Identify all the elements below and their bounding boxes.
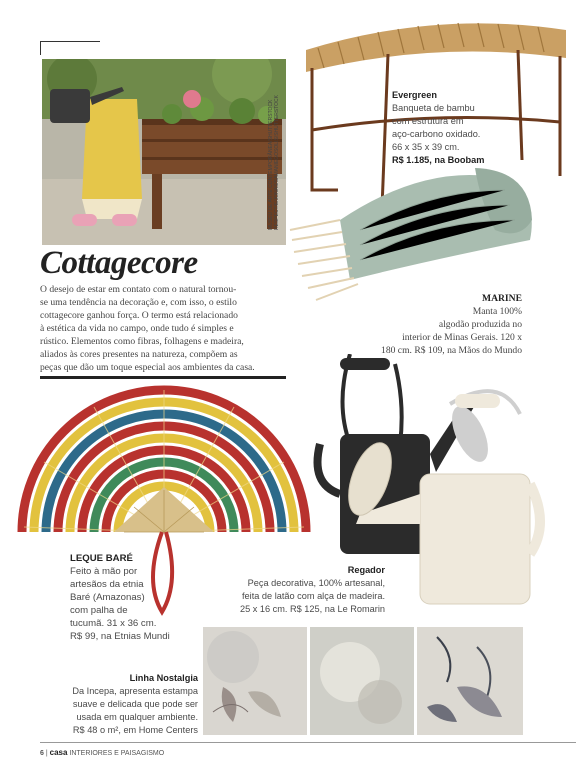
regador-line-2: feita de latão com alça de madeira.: [242, 591, 385, 601]
marine-name: MARINE: [482, 293, 522, 304]
marine-line-1: Manta 100%: [472, 306, 522, 317]
marine-line-3: interior de Minas Gerais. 120 x: [402, 332, 522, 343]
footer-separator: |: [45, 750, 50, 757]
evergreen-caption: [392, 89, 552, 167]
leque-name: LEQUE BARÉ: [70, 553, 133, 564]
bottom-rule: [40, 742, 576, 743]
garden-photo: [42, 59, 286, 245]
evergreen-line-1: Banqueta de bambu: [392, 103, 475, 113]
intro-line-4: à estética da vida no campo, onde tudo é simples e: [40, 323, 234, 334]
nostalgia-caption: [40, 672, 198, 737]
tiles-image: [203, 627, 523, 735]
leque-line-6: R$ 99, na Etnias Mundi: [70, 631, 170, 642]
regador-line-1: Peça decorativa, 100% artesanal,: [247, 578, 385, 588]
intro-line-2: se uma tendência na decoração e, com isso, o estilo: [40, 297, 237, 308]
nostalgia-line-4: R$ 48 o m², em Home Centers: [72, 725, 198, 735]
leque-line-2: artesãos da etnia: [70, 579, 144, 590]
evergreen-line-3: aço-carbono oxidado.: [392, 129, 481, 139]
evergreen-name: Evergreen: [392, 90, 437, 100]
evergreen-line-2: com estrutura em: [392, 116, 464, 126]
leque-line-4: com palha de: [70, 605, 128, 616]
nostalgia-name: Linha Nostalgia: [129, 673, 198, 683]
intro-line-3: cottagecore ganhou força. O termo está relacionado: [40, 310, 238, 321]
evergreen-price: R$ 1.185, na Boobam: [392, 155, 485, 165]
footer-section: INTERIORES E PAISAGISMO: [69, 750, 165, 757]
top-rule: [40, 41, 41, 55]
page-number: 6: [40, 750, 44, 757]
leque-caption: [70, 552, 210, 643]
regador-caption: [220, 564, 385, 616]
nostalgia-line-1: Da Incepa, apresenta estampa: [72, 686, 198, 696]
photo-credit-line-2: RESPECT/E/JONAS/SAMANIEGOSOLIS/SHUTTERSTOCK: [274, 95, 280, 230]
nostalgia-line-3: usada em qualquer ambiente.: [76, 712, 198, 722]
leque-line-1: Feito à mão por: [70, 566, 138, 577]
blanket-image: [280, 160, 540, 310]
marine-line-2: algodão produzida no: [438, 319, 522, 330]
intro-line-6: aliados às cores presentes na natureza, compõem as: [40, 349, 238, 360]
intro-paragraph: [40, 283, 290, 374]
intro-line-1: O desejo de estar em contato com o natural tornou-: [40, 284, 237, 295]
page-title: Cottagecore: [40, 245, 198, 281]
marine-line-4: 180 cm. R$ 109, na Mãos do Mundo: [381, 345, 522, 356]
page-footer: [40, 748, 164, 758]
regador-line-3: 25 x 16 cm. R$ 125, na Le Romarin: [239, 604, 385, 614]
intro-underline: [40, 376, 286, 379]
intro-line-7: peças que dão um toque especial aos ambientes da casa.: [40, 362, 255, 373]
leque-line-5: tucumã. 31 x 36 cm.: [70, 618, 157, 629]
leque-line-3: Baré (Amazonas): [70, 592, 145, 603]
top-rule-h: [40, 41, 100, 42]
nostalgia-line-2: suave e delicada que pode ser: [72, 699, 198, 709]
evergreen-line-4: 66 x 35 x 39 cm.: [392, 142, 460, 152]
photo-credit-line-1: MUSEU DE ARTE CONTEMPORÂNEA/SHUTTERSTOCK: [268, 99, 274, 230]
intro-line-5: rústico. Elementos como fibras, folhagens e madeira,: [40, 336, 244, 347]
regador-name: Regador: [347, 565, 385, 575]
footer-brand: casa: [49, 748, 68, 757]
marine-caption: [350, 292, 522, 357]
